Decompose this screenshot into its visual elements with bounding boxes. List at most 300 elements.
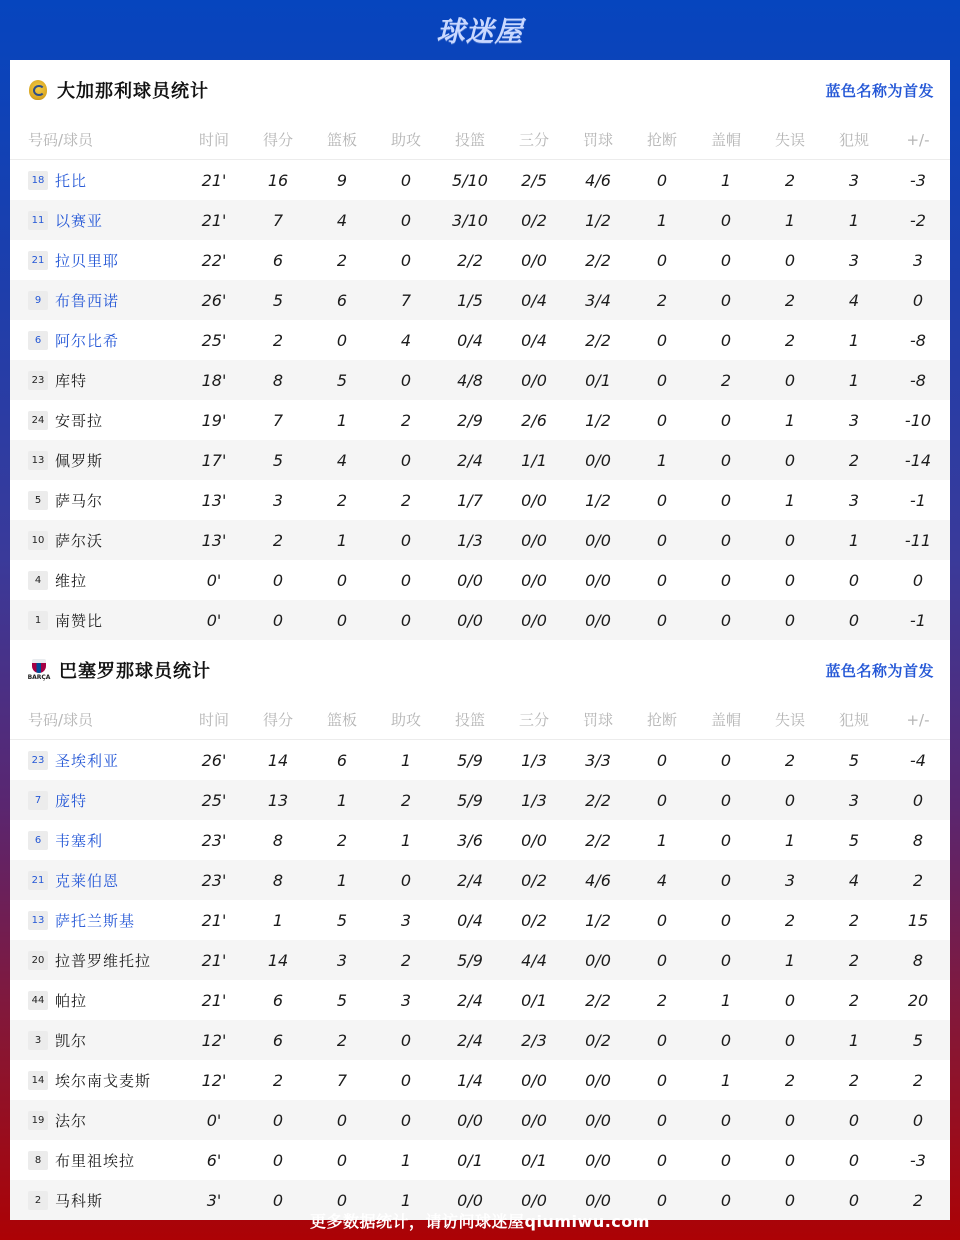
stat-cell: 3' — [206, 1190, 222, 1210]
stat-cell: 2 — [784, 170, 796, 190]
stat-cell: 0/0 — [521, 1070, 547, 1090]
stat-cell: 0 — [784, 1030, 796, 1050]
stat-cell: 0' — [206, 1110, 222, 1130]
stat-cell: 0/0 — [457, 610, 483, 630]
table-row[interactable] — [10, 480, 950, 520]
stat-cell: -8 — [910, 330, 926, 350]
stat-cell: 0/0 — [585, 610, 611, 630]
stat-cell: 0 — [656, 330, 668, 350]
player-cell[interactable] — [10, 370, 182, 391]
table-row[interactable] — [10, 1140, 950, 1180]
stat-cell: 0/1 — [585, 370, 611, 390]
stat-cell: 6 — [336, 290, 348, 310]
stat-cell: 13' — [201, 530, 227, 550]
stat-cell: 2 — [912, 1070, 924, 1090]
column-header: 篮板 — [326, 131, 357, 149]
stats-card — [10, 60, 950, 1210]
player-cell[interactable] — [10, 290, 182, 311]
stat-cell: 6 — [272, 250, 284, 270]
column-header: 犯规 — [838, 131, 869, 149]
player-name[interactable]: 萨托兰斯基 — [55, 911, 136, 930]
column-header: 投篮 — [454, 131, 485, 149]
player-name[interactable]: 克莱伯恩 — [55, 871, 120, 890]
table-row[interactable] — [10, 980, 950, 1020]
stat-cell: 0 — [656, 410, 668, 430]
stat-cell: 0/0 — [521, 530, 547, 550]
stat-cell: 23' — [201, 870, 227, 890]
stat-cell: 26' — [201, 750, 227, 770]
stat-cell: 0 — [656, 790, 668, 810]
player-cell[interactable] — [10, 610, 182, 631]
stat-cell: 22' — [201, 250, 227, 270]
player-name[interactable]: 马科斯 — [55, 1191, 104, 1210]
player-name[interactable]: 庞特 — [55, 791, 88, 810]
stat-cell: 23' — [201, 830, 227, 850]
player-cell[interactable] — [10, 990, 182, 1011]
jersey-number-badge: 13 — [28, 451, 48, 470]
stat-cell: 5/9 — [457, 790, 483, 810]
player-cell[interactable] — [10, 910, 182, 931]
stat-cell: 4/6 — [585, 870, 611, 890]
table-row[interactable] — [10, 600, 950, 640]
stat-cell: 0 — [400, 450, 412, 470]
player-cell[interactable] — [10, 570, 182, 591]
column-header: 失误 — [774, 711, 805, 729]
column-header: 三分 — [518, 131, 549, 149]
stat-cell: -1 — [910, 490, 926, 510]
stat-cell: 0 — [784, 370, 796, 390]
team-title: 巴塞罗那球员统计 — [59, 661, 211, 682]
stat-cell: 5 — [272, 450, 284, 470]
table-header — [10, 700, 950, 740]
stat-cell: 0 — [720, 450, 732, 470]
stat-cell: 4 — [656, 870, 668, 890]
stat-cell: 3 — [336, 950, 348, 970]
table-row[interactable] — [10, 900, 950, 940]
stat-cell: 0 — [656, 1030, 668, 1050]
stat-cell: 1 — [336, 790, 348, 810]
stat-cell: 0/4 — [521, 290, 547, 310]
table-row[interactable] — [10, 1100, 950, 1140]
stat-cell: 0 — [720, 830, 732, 850]
table-row[interactable] — [10, 520, 950, 560]
table-row[interactable] — [10, 280, 950, 320]
stat-cell: 0 — [400, 610, 412, 630]
stat-cell: 2 — [784, 330, 796, 350]
player-name[interactable]: 佩罗斯 — [55, 451, 104, 470]
table-header — [10, 120, 950, 160]
player-cell[interactable] — [10, 750, 182, 771]
stat-cell: 2 — [784, 910, 796, 930]
player-name[interactable]: 托比 — [55, 171, 88, 190]
player-name[interactable]: 凯尔 — [55, 1031, 88, 1050]
jersey-number-badge: 8 — [28, 1151, 48, 1170]
team-section-canarias — [10, 60, 950, 640]
stat-cell: 0/0 — [521, 1190, 547, 1210]
stat-cell: 1 — [784, 490, 796, 510]
player-cell[interactable] — [10, 490, 182, 511]
stat-cell: 0 — [848, 610, 860, 630]
jersey-number-badge: 19 — [28, 1111, 48, 1130]
stat-cell: 0/0 — [521, 490, 547, 510]
jersey-number-badge: 21 — [28, 251, 48, 270]
stat-cell: 0 — [912, 570, 924, 590]
stat-cell: 0 — [656, 1150, 668, 1170]
stat-cell: 6' — [206, 1150, 222, 1170]
stat-cell: 0 — [336, 1190, 348, 1210]
stat-cell: 2 — [656, 990, 668, 1010]
column-header: 得分 — [262, 131, 293, 149]
stat-cell: 1 — [336, 410, 348, 430]
stat-cell: 13' — [201, 490, 227, 510]
jersey-number-badge: 2 — [28, 1191, 48, 1210]
stat-cell: 26' — [201, 290, 227, 310]
player-name[interactable]: 法尔 — [55, 1111, 88, 1130]
stat-cell: 1 — [848, 1030, 860, 1050]
stat-cell: 0/0 — [585, 1190, 611, 1210]
column-header: 罚球 — [582, 711, 613, 729]
stat-cell: 1 — [656, 830, 668, 850]
stat-cell: -3 — [910, 170, 926, 190]
stat-cell: 0 — [720, 950, 732, 970]
jersey-number-badge: 6 — [28, 831, 48, 850]
team-title: 大加那利球员统计 — [57, 81, 209, 102]
stat-cell: 0 — [656, 750, 668, 770]
team-header — [10, 60, 950, 120]
column-header: 助攻 — [390, 711, 421, 729]
stat-cell: 21' — [201, 210, 227, 230]
table-row[interactable] — [10, 740, 950, 780]
stat-cell: 0/2 — [585, 1030, 611, 1050]
stat-cell: 0 — [400, 370, 412, 390]
column-header: 号码/球员 — [28, 711, 94, 729]
stat-cell: 5 — [336, 370, 348, 390]
jersey-number-badge: 20 — [28, 951, 48, 970]
stat-cell: 2/2 — [457, 250, 483, 270]
stat-cell: 0/0 — [585, 530, 611, 550]
stat-cell: 0 — [784, 450, 796, 470]
player-name[interactable]: 库特 — [55, 371, 88, 390]
table-row[interactable] — [10, 440, 950, 480]
stat-cell: 0 — [400, 250, 412, 270]
stat-cell: 0 — [784, 1190, 796, 1210]
stat-cell: 0 — [656, 610, 668, 630]
stat-cell: 0 — [400, 1110, 412, 1130]
player-name[interactable]: 萨马尔 — [55, 491, 104, 510]
stat-cell: 2/4 — [457, 450, 483, 470]
player-cell[interactable] — [10, 1030, 182, 1051]
stat-cell: 4/6 — [585, 170, 611, 190]
stat-cell: 0 — [400, 210, 412, 230]
stat-cell: 0 — [272, 610, 284, 630]
player-name[interactable]: 拉普罗维托拉 — [55, 951, 152, 970]
player-cell[interactable] — [10, 950, 182, 971]
stat-cell: 0 — [400, 870, 412, 890]
jersey-number-badge: 18 — [28, 171, 48, 190]
stat-cell: 1/1 — [521, 450, 547, 470]
player-table — [10, 740, 950, 1220]
player-name[interactable]: 南赞比 — [55, 611, 104, 630]
stat-cell: 0 — [656, 250, 668, 270]
column-header: +/- — [906, 130, 930, 149]
stat-cell: 0/0 — [585, 950, 611, 970]
stat-cell: 0 — [720, 1190, 732, 1210]
player-name[interactable]: 布鲁西诺 — [55, 291, 120, 310]
stat-cell: 0 — [656, 570, 668, 590]
stat-cell: 0 — [336, 330, 348, 350]
stat-cell: 2 — [848, 450, 860, 470]
stat-cell: 4/4 — [521, 950, 547, 970]
column-header: 助攻 — [390, 131, 421, 149]
stat-cell: 3 — [848, 490, 860, 510]
stat-cell: 20 — [907, 990, 929, 1010]
stat-cell: 8 — [272, 370, 284, 390]
stat-cell: 0/4 — [521, 330, 547, 350]
jersey-number-badge: 4 — [28, 571, 48, 590]
stat-cell: 0/0 — [521, 830, 547, 850]
jersey-number-badge: 23 — [28, 751, 48, 770]
jersey-number-badge: 9 — [28, 291, 48, 310]
player-cell[interactable] — [10, 170, 182, 191]
player-name[interactable]: 阿尔比希 — [55, 331, 120, 350]
stat-cell: 2/4 — [457, 990, 483, 1010]
stat-cell: 5 — [848, 830, 860, 850]
player-cell[interactable] — [10, 210, 182, 231]
stat-cell: 0 — [656, 170, 668, 190]
table-row[interactable] — [10, 860, 950, 900]
stat-cell: 6 — [272, 1030, 284, 1050]
stat-cell: 5 — [336, 990, 348, 1010]
stat-cell: 0/2 — [521, 870, 547, 890]
column-header: 盖帽 — [710, 131, 741, 149]
stat-cell: 21' — [201, 170, 227, 190]
jersey-number-badge: 13 — [28, 911, 48, 930]
stat-cell: -8 — [910, 370, 926, 390]
stat-cell: 2 — [848, 950, 860, 970]
stat-cell: 0 — [656, 1190, 668, 1210]
stat-cell: 0 — [784, 250, 796, 270]
player-name[interactable]: 维拉 — [55, 571, 88, 590]
stat-cell: 4/8 — [457, 370, 483, 390]
stat-cell: 1 — [784, 830, 796, 850]
stat-cell: 1 — [848, 370, 860, 390]
stat-cell: 0 — [848, 1110, 860, 1130]
stat-cell: 2 — [848, 910, 860, 930]
stat-cell: 2/3 — [521, 1030, 547, 1050]
stat-cell: 0 — [720, 570, 732, 590]
table-row[interactable] — [10, 400, 950, 440]
stat-cell: 2 — [848, 990, 860, 1010]
stat-cell: 0 — [720, 330, 732, 350]
stat-cell: 1 — [272, 910, 284, 930]
stat-cell: 0/1 — [457, 1150, 483, 1170]
stat-cell: 0 — [400, 1030, 412, 1050]
stat-cell: 19' — [201, 410, 227, 430]
stat-cell: 7 — [272, 410, 284, 430]
stat-cell: 5 — [272, 290, 284, 310]
table-row[interactable] — [10, 360, 950, 400]
stat-cell: 1 — [848, 210, 860, 230]
stat-cell: 3 — [848, 250, 860, 270]
stat-cell: 0/1 — [521, 1150, 547, 1170]
stat-cell: 3 — [272, 490, 284, 510]
player-name[interactable]: 安哥拉 — [55, 411, 104, 430]
stat-cell: 0/0 — [585, 1110, 611, 1130]
column-header: 三分 — [518, 711, 549, 729]
stat-cell: 0 — [272, 570, 284, 590]
player-name[interactable]: 帕拉 — [55, 991, 88, 1010]
stat-cell: 2 — [912, 1190, 924, 1210]
stat-cell: 1 — [400, 750, 412, 770]
stat-cell: 0 — [784, 1110, 796, 1130]
stat-cell: 4 — [336, 210, 348, 230]
player-name[interactable]: 拉贝里耶 — [55, 251, 120, 270]
stat-cell: 2 — [336, 830, 348, 850]
stat-cell: 3/6 — [457, 830, 483, 850]
stat-cell: 0 — [720, 210, 732, 230]
jersey-number-badge: 14 — [28, 1071, 48, 1090]
stat-cell: 2/4 — [457, 870, 483, 890]
stat-cell: 1 — [400, 1190, 412, 1210]
table-row[interactable] — [10, 820, 950, 860]
stat-cell: 0 — [272, 1190, 284, 1210]
player-cell[interactable] — [10, 450, 182, 471]
player-cell[interactable] — [10, 250, 182, 271]
stat-cell: 0 — [720, 410, 732, 430]
jersey-number-badge: 6 — [28, 331, 48, 350]
stat-cell: 0 — [400, 1070, 412, 1090]
player-cell[interactable] — [10, 790, 182, 811]
stat-cell: 0 — [784, 530, 796, 550]
table-row[interactable] — [10, 160, 950, 200]
column-header: 抢断 — [646, 131, 677, 149]
stat-cell: 0/1 — [521, 990, 547, 1010]
jersey-number-badge: 11 — [28, 211, 48, 230]
stat-cell: 1/2 — [585, 490, 611, 510]
jersey-number-badge: 10 — [28, 531, 48, 550]
jersey-number-badge: 7 — [28, 791, 48, 810]
stat-cell: 1 — [784, 410, 796, 430]
stat-cell: -11 — [904, 530, 932, 550]
player-cell[interactable] — [10, 870, 182, 891]
player-cell[interactable] — [10, 410, 182, 431]
player-name[interactable]: 埃尔南戈麦斯 — [55, 1071, 152, 1090]
table-row[interactable] — [10, 1020, 950, 1060]
table-row[interactable] — [10, 1060, 950, 1100]
stat-cell: 0 — [336, 610, 348, 630]
stat-cell: 2 — [400, 410, 412, 430]
jersey-number-badge: 3 — [28, 1031, 48, 1050]
player-cell[interactable] — [10, 830, 182, 851]
table-row[interactable] — [10, 780, 950, 820]
jersey-number-badge: 21 — [28, 871, 48, 890]
stat-cell: 3 — [848, 410, 860, 430]
table-row[interactable] — [10, 240, 950, 280]
stat-cell: 2 — [336, 250, 348, 270]
stat-cell: 1 — [720, 170, 732, 190]
stat-cell: 0 — [336, 1110, 348, 1130]
stat-cell: 25' — [201, 330, 227, 350]
stat-cell: 0/0 — [585, 570, 611, 590]
stat-cell: 0/0 — [521, 570, 547, 590]
stat-cell: 13 — [267, 790, 289, 810]
stat-cell: 2 — [400, 950, 412, 970]
player-name[interactable]: 圣埃利亚 — [55, 751, 120, 770]
team-header — [10, 640, 950, 700]
jersey-number-badge: 24 — [28, 411, 48, 430]
column-header: 投篮 — [454, 711, 485, 729]
stat-cell: 2 — [400, 790, 412, 810]
stat-cell: 2/5 — [521, 170, 547, 190]
column-header: 抢断 — [646, 711, 677, 729]
stat-cell: 3/3 — [585, 750, 611, 770]
stat-cell: 0 — [656, 910, 668, 930]
stat-cell: 5 — [912, 1030, 924, 1050]
column-header: 时间 — [198, 711, 229, 729]
stat-cell: 7 — [336, 1070, 348, 1090]
stat-cell: 2 — [336, 490, 348, 510]
stat-cell: 0 — [720, 290, 732, 310]
column-header: 号码/球员 — [28, 131, 94, 149]
player-name[interactable]: 萨尔沃 — [55, 531, 104, 550]
stat-cell: 0 — [784, 990, 796, 1010]
stat-cell: 1 — [848, 530, 860, 550]
stat-cell: 0 — [720, 250, 732, 270]
stat-cell: 0 — [720, 490, 732, 510]
stat-cell: 2 — [336, 1030, 348, 1050]
player-cell[interactable] — [10, 330, 182, 351]
stat-cell: 0' — [206, 610, 222, 630]
player-cell[interactable] — [10, 1110, 182, 1131]
stat-cell: 2/2 — [585, 990, 611, 1010]
player-name[interactable]: 以赛亚 — [55, 211, 104, 230]
player-name[interactable]: 韦塞利 — [55, 831, 104, 850]
stat-cell: 0 — [720, 790, 732, 810]
column-header: 失误 — [774, 131, 805, 149]
stat-cell: 3 — [912, 250, 924, 270]
stat-cell: 1/2 — [585, 210, 611, 230]
stat-cell: 1 — [784, 950, 796, 970]
stat-cell: 0 — [656, 1110, 668, 1130]
brand-logo: 球迷屋 — [436, 15, 524, 48]
stat-cell: 0 — [912, 790, 924, 810]
stat-cell: 0 — [784, 1150, 796, 1170]
stat-cell: 0 — [720, 910, 732, 930]
player-cell[interactable] — [10, 1150, 182, 1171]
jersey-number-badge: 5 — [28, 491, 48, 510]
table-row[interactable] — [10, 560, 950, 600]
column-header: 罚球 — [582, 131, 613, 149]
team-section-barcelona — [10, 640, 950, 1220]
stat-cell: 0/2 — [521, 210, 547, 230]
stat-cell: 0/0 — [585, 1070, 611, 1090]
table-row[interactable] — [10, 200, 950, 240]
stat-cell: 2 — [720, 370, 732, 390]
player-cell[interactable] — [10, 530, 182, 551]
stat-cell: 0/0 — [585, 1150, 611, 1170]
stat-cell: 1 — [720, 1070, 732, 1090]
stat-cell: 0 — [784, 790, 796, 810]
stat-cell: -1 — [910, 610, 926, 630]
stat-cell: 9 — [336, 170, 348, 190]
table-row[interactable] — [10, 940, 950, 980]
stat-cell: 0 — [720, 750, 732, 770]
player-cell[interactable] — [10, 1070, 182, 1091]
footer-link[interactable]: 更多数据统计，请访问球迷屋qiumiwu.com — [310, 1211, 650, 1231]
stat-cell: 1 — [656, 210, 668, 230]
table-row[interactable] — [10, 320, 950, 360]
player-name[interactable]: 布里祖埃拉 — [55, 1151, 136, 1170]
